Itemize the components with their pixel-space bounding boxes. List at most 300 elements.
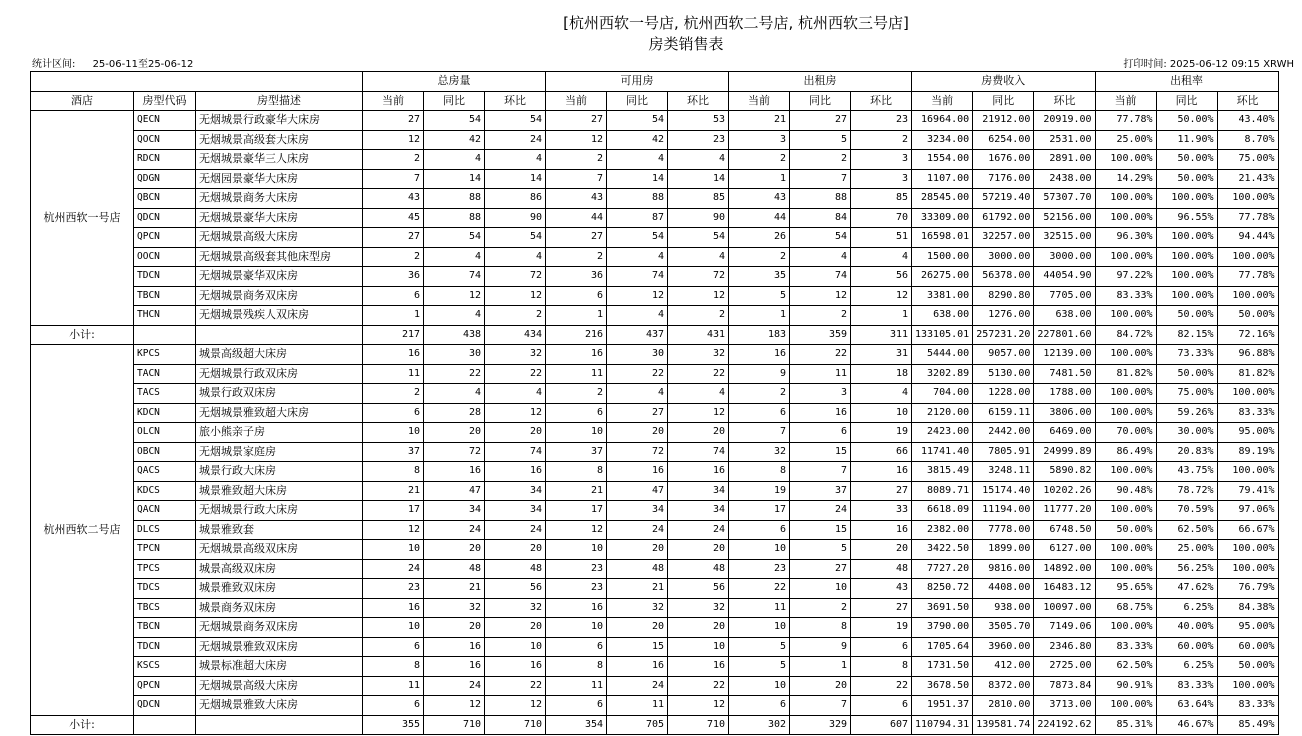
room-desc-cell: 城景商务双床房 — [196, 598, 363, 618]
value-cell: 23 — [851, 111, 912, 131]
value-cell: 6 — [851, 696, 912, 716]
value-cell: 24 — [668, 520, 729, 540]
value-cell: 2 — [790, 306, 851, 326]
value-cell: 100.00% — [1217, 540, 1278, 560]
value-cell: 50.00% — [1217, 657, 1278, 677]
value-cell: 22 — [668, 676, 729, 696]
group-header-row — [31, 72, 1279, 92]
value-cell: 23 — [668, 130, 729, 150]
table-row — [31, 306, 1279, 326]
value-cell: 63.64% — [1156, 696, 1217, 716]
value-cell: 27 — [607, 403, 668, 423]
value-cell: 5444.00 — [912, 345, 973, 365]
hotel-name: 杭州西软一号店 — [31, 111, 134, 326]
value-cell: 54 — [485, 111, 546, 131]
subtotal-value-cell: 355 — [363, 715, 424, 735]
value-cell: 16598.01 — [912, 228, 973, 248]
value-cell: 11 — [546, 676, 607, 696]
value-cell: 48 — [851, 559, 912, 579]
value-cell: 48 — [668, 559, 729, 579]
value-cell: 70.59% — [1156, 501, 1217, 521]
value-cell: 3202.89 — [912, 364, 973, 384]
subtotal-value-cell: 359 — [790, 325, 851, 345]
table-row — [31, 540, 1279, 560]
value-cell: 1228.00 — [973, 384, 1034, 404]
room-code-cell: TBCN — [134, 286, 196, 306]
value-cell: 47 — [607, 481, 668, 501]
subtotal-value-cell: 217 — [363, 325, 424, 345]
value-cell: 30 — [424, 345, 485, 365]
room-code-cell: TPCN — [134, 540, 196, 560]
value-cell: 11 — [729, 598, 790, 618]
value-cell: 16 — [729, 345, 790, 365]
value-cell: 72 — [668, 267, 729, 287]
value-cell: 83.33% — [1217, 696, 1278, 716]
value-cell: 10 — [668, 637, 729, 657]
value-cell: 16 — [546, 345, 607, 365]
col-sub-4-1: 同比 — [1156, 91, 1217, 111]
value-cell: 32 — [485, 345, 546, 365]
value-cell: 27 — [851, 598, 912, 618]
value-cell: 3790.00 — [912, 618, 973, 638]
value-cell: 16 — [424, 657, 485, 677]
value-cell: 7481.50 — [1034, 364, 1095, 384]
table-row — [31, 169, 1279, 189]
subtotal-value-cell: 710 — [424, 715, 485, 735]
col-sub-1-2: 环比 — [668, 91, 729, 111]
table-row — [31, 247, 1279, 267]
value-cell: 57219.40 — [973, 189, 1034, 209]
value-cell: 3000.00 — [1034, 247, 1095, 267]
value-cell: 28 — [424, 403, 485, 423]
value-cell: 17 — [363, 501, 424, 521]
value-cell: 44 — [546, 208, 607, 228]
value-cell: 20 — [424, 423, 485, 443]
value-cell: 50.00% — [1156, 111, 1217, 131]
value-cell: 1 — [363, 306, 424, 326]
value-cell: 12 — [607, 286, 668, 306]
value-cell: 15174.40 — [973, 481, 1034, 501]
value-cell: 89.19% — [1217, 442, 1278, 462]
table-row — [31, 520, 1279, 540]
value-cell: 16 — [546, 598, 607, 618]
table-row — [31, 618, 1279, 638]
value-cell: 20 — [485, 618, 546, 638]
print-time: 打印时间: 2025-06-12 09:15 XRWH — [1123, 59, 1294, 70]
value-cell: 7 — [790, 696, 851, 716]
value-cell: 88 — [424, 208, 485, 228]
value-cell: 96.30% — [1095, 228, 1156, 248]
room-code-cell: DLCS — [134, 520, 196, 540]
value-cell: 52156.00 — [1034, 208, 1095, 228]
room-desc-cell: 无烟城景商务大床房 — [196, 189, 363, 209]
value-cell: 23 — [729, 559, 790, 579]
value-cell: 3422.50 — [912, 540, 973, 560]
subtotal-value-cell: 311 — [851, 325, 912, 345]
value-cell: 3 — [729, 130, 790, 150]
value-cell: 7 — [729, 423, 790, 443]
subtotal-value-cell: 607 — [851, 715, 912, 735]
value-cell: 21 — [363, 481, 424, 501]
value-cell: 4 — [424, 384, 485, 404]
value-cell: 12 — [790, 286, 851, 306]
room-desc-cell: 城景行政双床房 — [196, 384, 363, 404]
value-cell: 6 — [363, 403, 424, 423]
value-cell: 34 — [668, 501, 729, 521]
value-cell: 27 — [363, 111, 424, 131]
value-cell: 9 — [729, 364, 790, 384]
value-cell: 3815.49 — [912, 462, 973, 482]
room-code-cell: KPCS — [134, 345, 196, 365]
value-cell: 10202.26 — [1034, 481, 1095, 501]
hotel-name: 杭州西软二号店 — [31, 345, 134, 716]
value-cell: 2 — [790, 598, 851, 618]
value-cell: 3691.50 — [912, 598, 973, 618]
subtotal-value-cell: 183 — [729, 325, 790, 345]
value-cell: 5 — [790, 130, 851, 150]
value-cell: 100.00% — [1095, 247, 1156, 267]
value-cell: 3713.00 — [1034, 696, 1095, 716]
value-cell: 32 — [668, 598, 729, 618]
value-cell: 12 — [485, 403, 546, 423]
room-code-cell: KSCS — [134, 657, 196, 677]
value-cell: 1 — [851, 306, 912, 326]
value-cell: 12 — [851, 286, 912, 306]
value-cell: 14892.00 — [1034, 559, 1095, 579]
room-code-cell: OLCN — [134, 423, 196, 443]
value-cell: 50.00% — [1156, 306, 1217, 326]
value-cell: 19 — [851, 618, 912, 638]
value-cell: 45 — [363, 208, 424, 228]
value-cell: 50.00% — [1095, 520, 1156, 540]
value-cell: 8372.00 — [973, 676, 1034, 696]
value-cell: 56 — [668, 579, 729, 599]
value-cell: 1788.00 — [1034, 384, 1095, 404]
value-cell: 74 — [607, 267, 668, 287]
value-cell: 42 — [424, 130, 485, 150]
statistics-period — [32, 55, 193, 70]
value-cell: 90.91% — [1095, 676, 1156, 696]
value-cell: 14 — [668, 169, 729, 189]
value-cell: 24999.89 — [1034, 442, 1095, 462]
value-cell: 76.79% — [1217, 579, 1278, 599]
value-cell: 638.00 — [1034, 306, 1095, 326]
group-occupancy-rate: 出租率 — [1095, 72, 1278, 92]
value-cell: 100.00% — [1217, 462, 1278, 482]
value-cell: 16 — [668, 462, 729, 482]
value-cell: 95.65% — [1095, 579, 1156, 599]
value-cell: 21 — [607, 579, 668, 599]
column-header-row — [31, 91, 1279, 111]
value-cell: 8290.80 — [973, 286, 1034, 306]
value-cell: 16 — [424, 637, 485, 657]
value-cell: 68.75% — [1095, 598, 1156, 618]
value-cell: 4 — [851, 247, 912, 267]
col-sub-0-1: 同比 — [424, 91, 485, 111]
value-cell: 100.00% — [1095, 696, 1156, 716]
table-row — [31, 423, 1279, 443]
value-cell: 51 — [851, 228, 912, 248]
subtotal-value-cell: 710 — [668, 715, 729, 735]
value-cell: 32 — [607, 598, 668, 618]
value-cell: 3960.00 — [973, 637, 1034, 657]
value-cell: 54 — [424, 228, 485, 248]
value-cell: 70 — [851, 208, 912, 228]
value-cell: 10 — [851, 403, 912, 423]
value-cell: 27 — [790, 559, 851, 579]
value-cell: 59.26% — [1156, 403, 1217, 423]
value-cell: 32 — [729, 442, 790, 462]
value-cell: 20919.00 — [1034, 111, 1095, 131]
value-cell: 11194.00 — [973, 501, 1034, 521]
value-cell: 43.75% — [1156, 462, 1217, 482]
value-cell: 16 — [851, 520, 912, 540]
value-cell: 61792.00 — [973, 208, 1034, 228]
room-code-cell: QACN — [134, 501, 196, 521]
room-code-cell: QDCN — [134, 208, 196, 228]
value-cell: 4 — [607, 384, 668, 404]
value-cell: 6 — [363, 637, 424, 657]
value-cell: 50.00% — [1217, 306, 1278, 326]
value-cell: 4 — [485, 150, 546, 170]
subtotal-value-cell: 139581.74 — [973, 715, 1034, 735]
value-cell: 37 — [546, 442, 607, 462]
value-cell: 2 — [729, 384, 790, 404]
table-row — [31, 637, 1279, 657]
room-code-cell: QDCN — [134, 696, 196, 716]
value-cell: 100.00% — [1095, 618, 1156, 638]
value-cell: 25.00% — [1095, 130, 1156, 150]
value-cell: 75.00% — [1217, 150, 1278, 170]
value-cell: 100.00% — [1156, 189, 1217, 209]
period-value: 25-06-11至25-06-12 — [92, 59, 194, 70]
value-cell: 2438.00 — [1034, 169, 1095, 189]
col-sub-3-1: 同比 — [973, 91, 1034, 111]
table-row — [31, 345, 1279, 365]
value-cell: 22 — [729, 579, 790, 599]
value-cell: 9816.00 — [973, 559, 1034, 579]
value-cell: 2442.00 — [973, 423, 1034, 443]
value-cell: 100.00% — [1156, 267, 1217, 287]
value-cell: 77.78% — [1095, 111, 1156, 131]
value-cell: 8 — [546, 657, 607, 677]
value-cell: 37 — [790, 481, 851, 501]
value-cell: 5 — [790, 540, 851, 560]
value-cell: 6 — [363, 696, 424, 716]
value-cell: 2 — [729, 247, 790, 267]
room-code-cell: QPCN — [134, 228, 196, 248]
value-cell: 1500.00 — [912, 247, 973, 267]
value-cell: 100.00% — [1095, 501, 1156, 521]
room-desc-cell: 城景雅致套 — [196, 520, 363, 540]
value-cell: 8 — [546, 462, 607, 482]
value-cell: 33 — [851, 501, 912, 521]
value-cell: 20 — [668, 423, 729, 443]
value-cell: 36 — [546, 267, 607, 287]
value-cell: 12 — [485, 286, 546, 306]
table-body — [31, 111, 1279, 735]
value-cell: 60.00% — [1217, 637, 1278, 657]
value-cell: 83.33% — [1095, 637, 1156, 657]
value-cell: 42 — [607, 130, 668, 150]
value-cell: 47 — [424, 481, 485, 501]
value-cell: 50.00% — [1156, 150, 1217, 170]
room-type-sales-table — [30, 71, 1279, 735]
value-cell: 31 — [851, 345, 912, 365]
table-row — [31, 208, 1279, 228]
value-cell: 57307.70 — [1034, 189, 1095, 209]
value-cell: 11777.20 — [1034, 501, 1095, 521]
value-cell: 100.00% — [1217, 676, 1278, 696]
value-cell: 6 — [729, 696, 790, 716]
value-cell: 3 — [851, 169, 912, 189]
room-desc-cell: 无烟园景豪华大床房 — [196, 169, 363, 189]
value-cell: 62.50% — [1095, 657, 1156, 677]
value-cell: 7 — [790, 169, 851, 189]
room-desc-cell: 无烟城景高级套大床房 — [196, 130, 363, 150]
value-cell: 17 — [546, 501, 607, 521]
room-desc-cell: 城景雅致超大床房 — [196, 481, 363, 501]
value-cell: 7176.00 — [973, 169, 1034, 189]
room-desc-cell: 无烟城景家庭房 — [196, 442, 363, 462]
value-cell: 15 — [790, 442, 851, 462]
value-cell: 54 — [607, 111, 668, 131]
value-cell: 4 — [607, 150, 668, 170]
subtotal-row — [31, 715, 1279, 735]
subtotal-row — [31, 325, 1279, 345]
value-cell: 43 — [363, 189, 424, 209]
room-code-cell: QDGN — [134, 169, 196, 189]
subtotal-empty-cell — [196, 715, 363, 735]
value-cell: 2 — [485, 306, 546, 326]
period-label: 统计区间: — [32, 59, 76, 70]
value-cell: 25.00% — [1156, 540, 1217, 560]
value-cell: 56378.00 — [973, 267, 1034, 287]
value-cell: 6469.00 — [1034, 423, 1095, 443]
col-sub-4-0: 当前 — [1095, 91, 1156, 111]
value-cell: 20 — [668, 618, 729, 638]
value-cell: 21 — [729, 111, 790, 131]
value-cell: 16 — [607, 657, 668, 677]
value-cell: 2531.00 — [1034, 130, 1095, 150]
value-cell: 40.00% — [1156, 618, 1217, 638]
value-cell: 1 — [546, 306, 607, 326]
room-code-cell: QECN — [134, 111, 196, 131]
value-cell: 6 — [546, 286, 607, 306]
value-cell: 20 — [607, 618, 668, 638]
value-cell: 5 — [729, 657, 790, 677]
value-cell: 7705.00 — [1034, 286, 1095, 306]
room-code-cell: TACS — [134, 384, 196, 404]
value-cell: 8250.72 — [912, 579, 973, 599]
value-cell: 11 — [363, 676, 424, 696]
subtotal-value-cell: 329 — [790, 715, 851, 735]
value-cell: 33309.00 — [912, 208, 973, 228]
value-cell: 2423.00 — [912, 423, 973, 443]
subtotal-empty-cell — [134, 715, 196, 735]
value-cell: 11 — [546, 364, 607, 384]
value-cell: 6159.11 — [973, 403, 1034, 423]
value-cell: 8 — [363, 657, 424, 677]
value-cell: 100.00% — [1095, 462, 1156, 482]
col-sub-2-0: 当前 — [729, 91, 790, 111]
value-cell: 2 — [790, 150, 851, 170]
value-cell: 32515.00 — [1034, 228, 1095, 248]
value-cell: 48 — [424, 559, 485, 579]
value-cell: 2346.80 — [1034, 637, 1095, 657]
value-cell: 32257.00 — [973, 228, 1034, 248]
room-code-cell: OOCN — [134, 247, 196, 267]
value-cell: 95.00% — [1217, 618, 1278, 638]
value-cell: 6 — [729, 520, 790, 540]
value-cell: 16483.12 — [1034, 579, 1095, 599]
room-code-cell: TACN — [134, 364, 196, 384]
value-cell: 1899.00 — [973, 540, 1034, 560]
col-sub-3-0: 当前 — [912, 91, 973, 111]
room-desc-cell: 城景高级双床房 — [196, 559, 363, 579]
subtotal-value-cell: 705 — [607, 715, 668, 735]
value-cell: 10 — [729, 540, 790, 560]
value-cell: 90.48% — [1095, 481, 1156, 501]
col-room-code: 房型代码 — [134, 91, 196, 111]
value-cell: 56 — [485, 579, 546, 599]
value-cell: 7 — [363, 169, 424, 189]
value-cell: 79.41% — [1217, 481, 1278, 501]
subtotal-empty-cell — [196, 325, 363, 345]
value-cell: 16 — [363, 598, 424, 618]
room-desc-cell: 无烟城景商务双床房 — [196, 618, 363, 638]
value-cell: 12139.00 — [1034, 345, 1095, 365]
value-cell: 94.44% — [1217, 228, 1278, 248]
room-desc-cell: 无烟城景行政豪华大床房 — [196, 111, 363, 131]
value-cell: 6 — [546, 403, 607, 423]
value-cell: 34 — [424, 501, 485, 521]
value-cell: 938.00 — [973, 598, 1034, 618]
value-cell: 74 — [668, 442, 729, 462]
value-cell: 73.33% — [1156, 345, 1217, 365]
table-row — [31, 442, 1279, 462]
room-desc-cell: 无烟城景豪华三人床房 — [196, 150, 363, 170]
table-row — [31, 676, 1279, 696]
value-cell: 85 — [851, 189, 912, 209]
room-desc-cell: 城景行政大床房 — [196, 462, 363, 482]
value-cell: 48 — [485, 559, 546, 579]
value-cell: 1731.50 — [912, 657, 973, 677]
value-cell: 16 — [851, 462, 912, 482]
value-cell: 20 — [485, 540, 546, 560]
group-total-rooms: 总房量 — [363, 72, 546, 92]
col-hotel: 酒店 — [31, 91, 134, 111]
value-cell: 88 — [790, 189, 851, 209]
value-cell: 8 — [729, 462, 790, 482]
value-cell: 1676.00 — [973, 150, 1034, 170]
value-cell: 77.78% — [1217, 208, 1278, 228]
value-cell: 23 — [546, 579, 607, 599]
value-cell: 17 — [729, 501, 790, 521]
value-cell: 6 — [546, 637, 607, 657]
table-row — [31, 150, 1279, 170]
value-cell: 3381.00 — [912, 286, 973, 306]
value-cell: 97.22% — [1095, 267, 1156, 287]
value-cell: 16964.00 — [912, 111, 973, 131]
value-cell: 1 — [729, 306, 790, 326]
value-cell: 21912.00 — [973, 111, 1034, 131]
room-code-cell: OBCN — [134, 442, 196, 462]
room-code-cell: KDCN — [134, 403, 196, 423]
value-cell: 88 — [424, 189, 485, 209]
value-cell: 638.00 — [912, 306, 973, 326]
value-cell: 20 — [485, 423, 546, 443]
